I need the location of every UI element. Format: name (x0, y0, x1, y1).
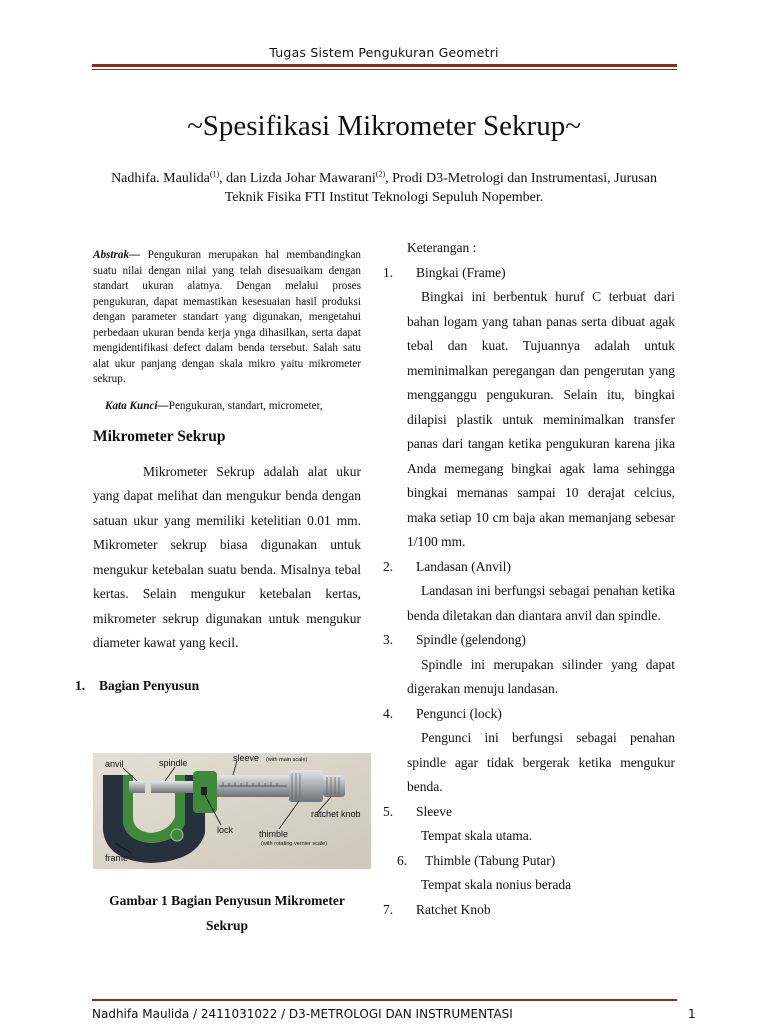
list-item-frame (383, 261, 675, 286)
header-rule-thick (92, 64, 677, 67)
figure-caption (93, 888, 361, 938)
keywords (93, 400, 361, 412)
list-label: Landasan (Anvil) (416, 558, 511, 574)
desc-frame: Bingkai ini berbentuk huruf C terbuat dari bahan logam yang tahan panas serta dibuat agak tebal dan kuat. Tujuannya adalah untuk meminimalkan peregangan dan pengerutan yang mengganggu pengukuran. Selain itu, bingkai dilapisi plastik untuk meminimalkan transfer panas dari tangan ketika pengukuran karena jika Anda memegang bingkai agak lama sehingga bingkai memanas sampai 10 derajat celcius, maka setiap 10 cm baja akan memanjang sebesar 1/100 mm. (407, 289, 675, 549)
list-label: Bingkai (Frame) (416, 264, 506, 280)
desc-anvil: Landasan ini berfungsi sebagai penahan ketika benda diletakan dan diantara anvil dan spindle. (407, 583, 675, 623)
list-item-thimble (383, 849, 675, 874)
list-label: Pengunci (lock) (416, 705, 502, 721)
label-anvil: anvil (105, 759, 124, 769)
section-heading: Mikrometer Sekrup (93, 427, 226, 445)
author-1: Nadhifa. Maulida (111, 171, 210, 186)
footer-rule (92, 999, 677, 1001)
right-column (383, 236, 675, 922)
lock-part (201, 787, 207, 795)
label-frame: frame (105, 853, 129, 863)
thimble-part (289, 770, 323, 802)
desc-thimble: Tempat skala nonius berada (421, 877, 572, 892)
affiliation: , Prodi D3-Metrologi dan Instrumentasi, Jurusan (385, 171, 657, 186)
desc-sleeve: Tempat skala utama. (421, 828, 533, 843)
author-1-affil: (1) (209, 169, 220, 179)
footer-author: Nadhifa Maulida / 2411031022 / D3-METROLOGI DAN INSTRUMENTASI (92, 1007, 513, 1021)
section-paragraph: Mikrometer Sekrup adalah alat ukur yang dapat melihat dan mengukur benda dengan satuan ukur yang memiliki ketelitian 0.01 mm. Mikrometer sekrup biasa digunakan untuk mengukur ketebalan suatu benda. Misalnya tebal kertas. Selain mengukur ketebalan kertas, mikrometer sekrup digunakan untuk mengukur diameter kawat yang kecil. (93, 463, 361, 650)
list-item-spindle (383, 628, 675, 653)
label-thimble: thimble (259, 829, 289, 839)
list-num: 4. (383, 705, 394, 721)
subsection-title: Bagian Penyusun (99, 677, 200, 693)
anvil-part (129, 781, 145, 793)
list-item-ratchet (383, 898, 675, 923)
figure-caption-line1: Gambar 1 Bagian Penyusun Mikrometer (109, 893, 345, 908)
keywords-label: Kata Kunci— (105, 399, 169, 412)
list-label: Ratchet Knob (416, 901, 491, 917)
left-column (75, 248, 361, 694)
list-num: 2. (383, 558, 394, 574)
running-header: Tugas Sistem Pengukuran Geometri (269, 45, 499, 60)
label-spindle: spindle (159, 758, 188, 768)
frame-logo (171, 829, 183, 841)
abstract (93, 248, 361, 388)
desc-spindle: Spindle ini merupakan silinder yang dapat digerakan menuju landasan. (407, 656, 675, 696)
keterangan-heading: Keterangan : (407, 240, 477, 255)
figure-caption-line2: Sekrup (205, 918, 249, 933)
desc-lock: Pengunci ini berfungsi sebagai penahan spindle agar tidak bergerak ketika mengukur benda. (407, 730, 675, 794)
author-2-affil: (2) (375, 169, 386, 179)
subsection-number: 1. (75, 677, 86, 693)
list-label: Spindle (gelendong) (416, 632, 526, 647)
list-label: Sleeve (416, 803, 452, 819)
abstract-label: Abstrak— (93, 249, 141, 261)
label-sleeve: sleeve (233, 753, 260, 763)
label-ratchet: ratchet knob (311, 809, 361, 819)
micrometer-figure (93, 753, 371, 869)
list-label: Thimble (Tabung Putar) (425, 852, 556, 868)
header-rule-thin (92, 69, 677, 70)
abstract-text: Pengukuran merupakan hal membandingkan suatu nilai dengan nilai yang telah disesuaikam dengan standart ukuran alatnya. Dengan melalui proses pengukuran, dapat memastikan kesesuaian hasil produksi dengan parameter standart yang digunakan, mengetahui perbedaan ukuran benda kerja ynga dihasilkan, serta dapat mengidentifikasi defect dalam benda tersebut. Salah satu alat ukur panjang dengan skala mikro yaitu mikrometer sekrup. (93, 249, 361, 385)
list-num: 7. (383, 901, 394, 917)
list-num: 6. (397, 852, 408, 868)
spindle-part (151, 781, 197, 793)
list-num: 1. (383, 264, 394, 280)
affiliation-line2: Teknik Fisika FTI Institut Teknologi Sepuluh Nopember. (224, 190, 544, 205)
page-number: 1 (688, 1007, 696, 1021)
label-thimble-note: (with rotating vernier scale) (261, 841, 328, 847)
label-lock: lock (217, 825, 234, 835)
micrometer-illustration (93, 753, 371, 869)
author-2: , dan Lizda Johar Mawarani (219, 171, 376, 186)
list-item-sleeve (383, 800, 675, 825)
author-block (100, 169, 668, 207)
list-item-lock (383, 702, 675, 727)
ratchet-part (323, 775, 345, 797)
list-item-anvil (383, 555, 675, 580)
keywords-text: Pengukuran, standart, micrometer, (168, 399, 323, 412)
list-num: 5. (383, 803, 394, 819)
subsection-heading (75, 677, 361, 694)
label-sleeve-note: (with main scale) (266, 757, 308, 763)
list-num: 3. (383, 632, 394, 647)
paper-title: ~Spesifikasi Mikrometer Sekrup~ (187, 110, 581, 142)
